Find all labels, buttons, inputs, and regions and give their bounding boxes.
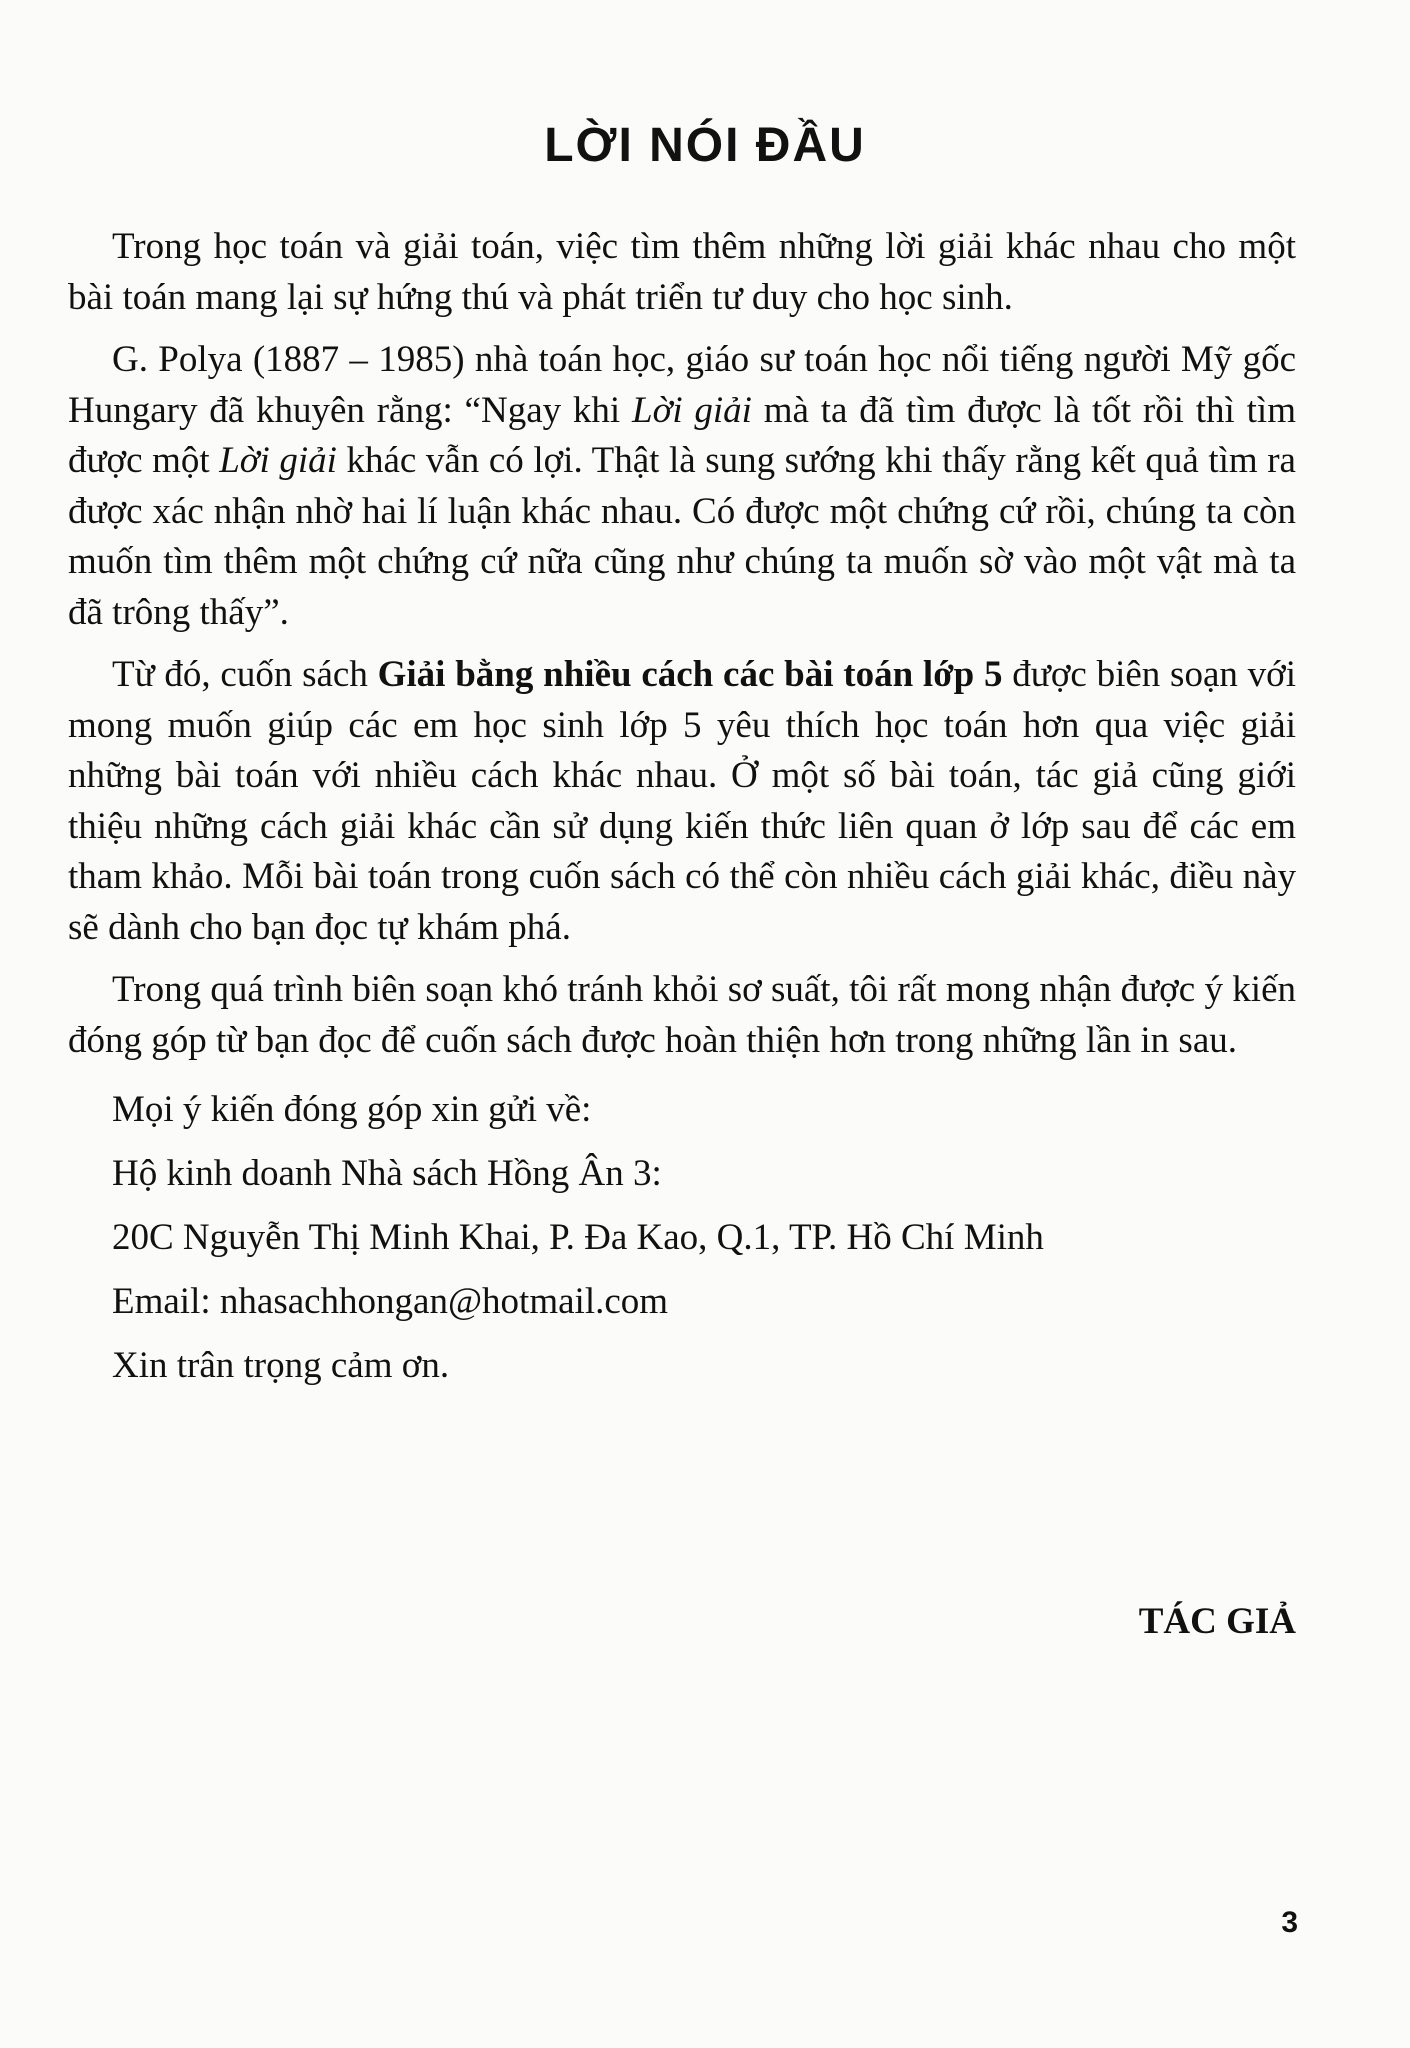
paragraph [68, 222, 1296, 323]
paragraph [68, 965, 1296, 1066]
paragraph [68, 335, 1296, 638]
contact-email: Email: nhasachhongan@hotmail.com [112, 1281, 669, 1322]
paragraph [68, 650, 1296, 953]
foreword-paragraphs [68, 222, 1296, 1066]
contact-thanks: Xin trân trọng cảm ơn. [112, 1345, 450, 1386]
paragraph-text: mà ta đã tìm được là tốt rồi thì tìm được một [68, 389, 1296, 481]
contact-address: 20C Nguyễn Thị Minh Khai, P. Đa Kao, Q.1, TP. Hồ Chí Minh [112, 1217, 1044, 1258]
paragraph-text: G. Polya (1887 – 1985) nhà toán học, giáo sư toán học nổi tiếng người Mỹ gốc Hungary đã khuyên rằng: “Ngay khi [68, 339, 1296, 431]
page-title: LỜI NÓI ĐẦU [544, 119, 866, 172]
author-signature: TÁC GIẢ [1138, 1601, 1296, 1642]
paragraph-text: Từ đó, cuốn sách [112, 654, 378, 695]
foreword-body [68, 222, 1296, 1398]
book-title: Giải bằng nhiều cách các bài toán lớp 5 [377, 654, 1003, 695]
contact-intro: Mọi ý kiến đóng góp xin gửi về: [112, 1089, 592, 1130]
paragraph-text: khác vẫn có lợi. Thật là sung sướng khi thấy rằng kết quả tìm ra được xác nhận nhờ hai lí luận khác nhau. Có được một chứng cứ rồi, chúng ta còn muốn tìm thêm một chứng cứ nữa cũng như chúng ta muốn sờ vào một vật mà ta đã trông thấy”. [68, 440, 1296, 633]
contact-business: Hộ kinh doanh Nhà sách Hồng Ân 3: [112, 1153, 662, 1194]
contact-block [68, 1078, 1296, 1398]
paragraph-text: được biên soạn với mong muốn giúp các em học sinh lớp 5 yêu thích học toán hơn qua việc giải những bài toán với nhiều cách khác nhau. Ở một số bài toán, tác giả cũng giới thiệu những cách giải khác cần sử dụng kiến thức liên quan ở lớp sau để các em tham khảo. Mỗi bài toán trong cuốn sách có thể còn nhiều cách giải khác, điều này sẽ dành cho bạn đọc tự khám phá. [68, 654, 1296, 948]
paragraph-text: Trong quá trình biên soạn khó tránh khỏi sơ suất, tôi rất mong nhận được ý kiến đóng góp từ bạn đọc để cuốn sách được hoàn thiện hơn trong những lần in sau. [68, 969, 1296, 1061]
paragraph-text: Trong học toán và giải toán, việc tìm thêm những lời giải khác nhau cho một bài toán mang lại sự hứng thú và phát triển tư duy cho học sinh. [68, 226, 1296, 318]
page-number: 3 [1281, 1906, 1298, 1939]
italic-term: Lời giải [632, 389, 752, 431]
italic-term: Lời giải [219, 440, 337, 481]
